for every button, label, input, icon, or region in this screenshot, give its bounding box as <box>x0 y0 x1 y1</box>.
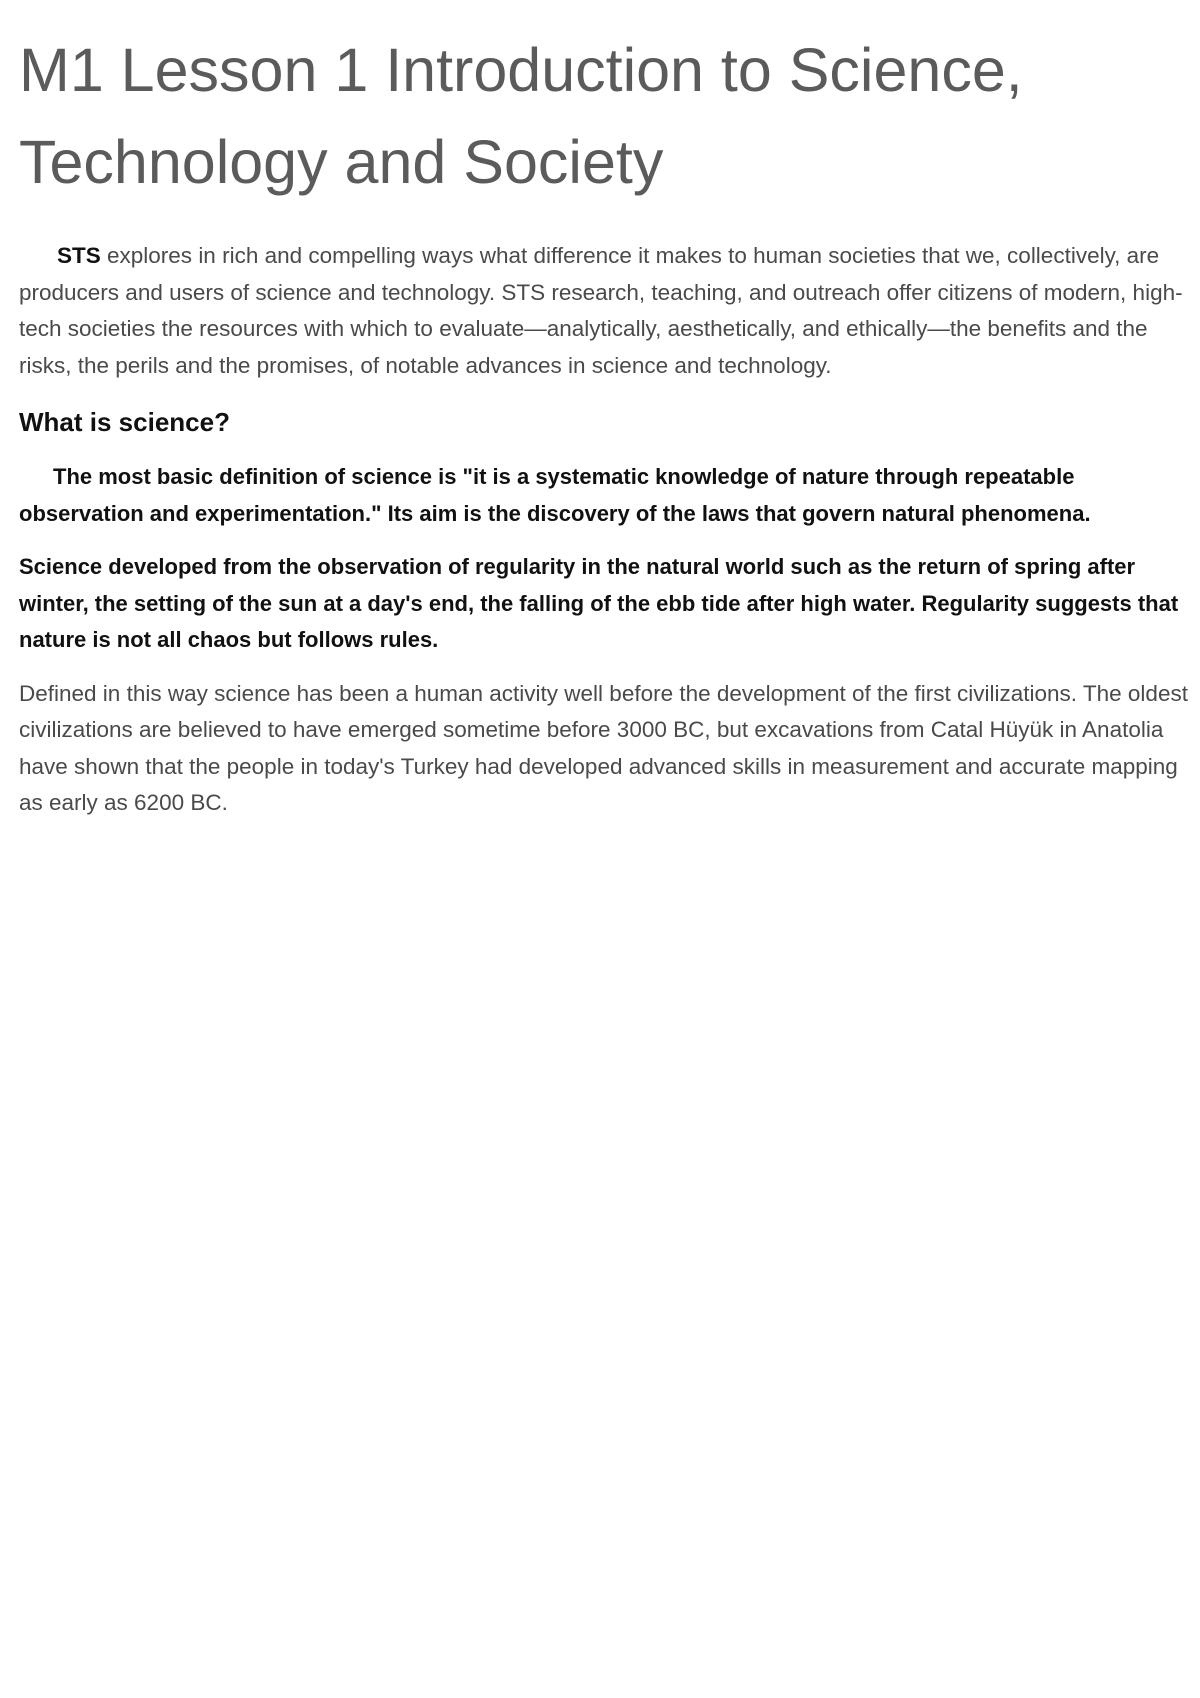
document-page <box>19 24 1189 822</box>
history-paragraph: Defined in this way science has been a human activity well before the development of the first civilizations. The oldest civilizations are believed to have emerged sometime before 3000 BC, but excavations from Catal Hüyük in Anatolia have shown that the people in today's Turkey had developed advanced skills in measurement and accurate mapping as early as 6200 BC. <box>19 680 1188 815</box>
regularity-paragraph: Science developed from the observation of regularity in the natural world such as the return of spring after winter, the setting of the sun at a day's end, the falling of the ebb tide after high water. Regularity suggests that nature is not all chaos but follows rules. <box>19 554 1179 652</box>
intro-body: explores in rich and compelling ways what difference it makes to human societies that we, collectively, are producers and users of science and technology. STS research, teaching, and outreach offer citizens of modern, high-tech societies the resources with which to evaluate—analytically, aesthetically, and ethically—the benefits and the risks, the perils and the promises, of notable advances in science and technology. <box>19 243 1183 378</box>
intro-paragraph <box>19 238 1189 384</box>
definition-paragraph: The most basic definition of science is "it is a systematic knowledge of nature through repeatable observation and experimentation." Its aim is the discovery of the laws that govern natural phenomena. <box>19 464 1091 526</box>
section-heading: What is science? <box>19 407 230 437</box>
page-title: M1 Lesson 1 Introduction to Science, Technology and Society <box>19 36 1023 196</box>
intro-lead-term: STS <box>57 243 101 268</box>
